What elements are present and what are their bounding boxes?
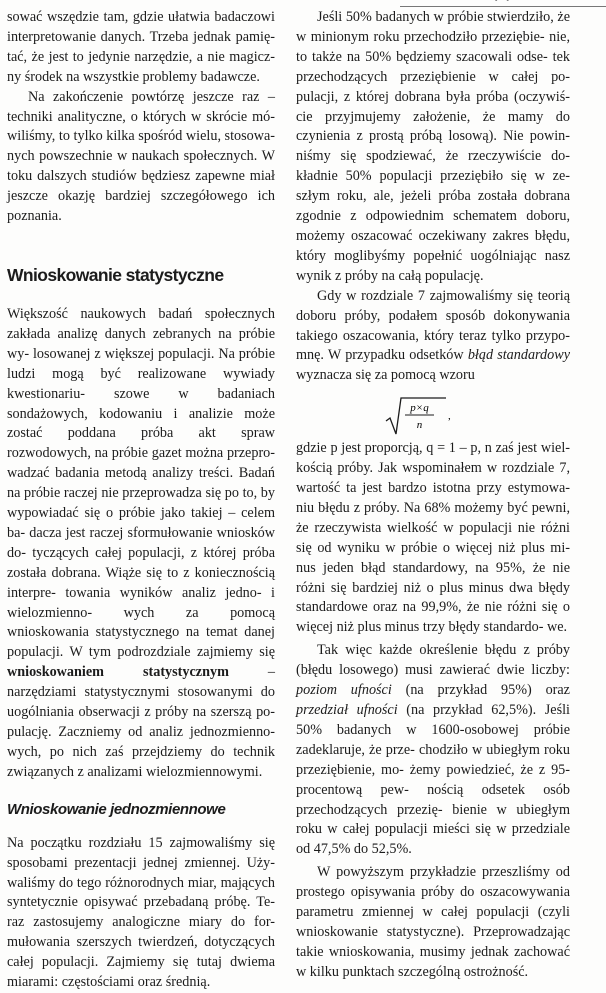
paragraph: sować wszędzie tam, gdzie ułatwia badaczowi interpretowanie danych. Trzeba jednak pamię- tać, że jest to jedynie narzędzie, a nie magicz- ny środek na wszystkie problemy badawcze. [7, 9, 275, 85]
key-term: wnioskowaniem statystycznym [7, 664, 229, 681]
key-term: przedział [296, 702, 349, 718]
paragraph: W powyższym przykładzie przeszliśmy od prostego opisywania próby do oszacowywania parametru zmiennej w całej populacji (czyli wnioskowanie statystyczne). Przeprowadzając takie wnioskowania, musimy jednak zachować w kilku punktach szczególną ostrożność. [296, 864, 570, 980]
paragraph: Jeśli 50% badanych w próbie stwierdziło, że w minionym roku przechodziło przeziębie- nie, to także na 50% będziemy szacowali odse- tek przechodzących przeziębienie w całej po- pulacji, z której dobrana była próba (oczywiś- cie przyjmujemy założenie, że mamy do czynienia z prostą próbą losową). Nie powin- niśmy się spodziewać, że rzeczywiście do- kładnie 50% populacji przeziębiło się w ze- szłym roku, ale, jeżeli próba została dobrana zgodnie z odpowiednim schematem doboru, możemy oszacować oczekiwany zakres błędu, który moglibyśmy popełnić uogólniając nasz wynik z próby na całą populację. [296, 9, 571, 284]
paragraph: Na zakończenie powtórzę jeszcze raz – techniki analityczne, o których w skrócie mó- wiliśmy, to tylko kilka spośród wielu, stosowa- nych powszechnie w naukach społecznych. W toku dalszych studiów będziesz zapewne miał jeszcze okazję bardziej szczegółowego ich poznania. [7, 88, 276, 225]
paragraph: Gdy w rozdziale 7 zajmowaliśmy się teorią doboru próby, podałem sposób dokonywania takiego oszacowania, który teraz tylko przypo- mnę. W przypadku odsetków błąd standardowy wyznacza się za pomocą wzoru [296, 287, 570, 384]
paragraph: Tak więc każde określenie błędu z próby (błędu losowego) musi zawierać dwie liczby: poziom ufności (na przykład 95%) oraz przedział ufności (na przykład 62,5%). Jeśli 50% badanych w 1600-osobowej próbie zadeklaruje, że prze- chodziło w ubiegłym roku przeziębienie, mo- żemy powiedzieć, że z 95-procentową pew- nością odsetek osób przechodzących przezię- bienie w ubiegłym roku w całej populacji mieści się w przedziale od 47,5% do 52,5%. [296, 642, 571, 858]
key-term: błąd standardowy [467, 347, 570, 364]
left-column [7, 8, 275, 993]
running-header [400, 0, 606, 7]
paragraph: Większość naukowych badań społecznych zakłada analizę danych zebranych na próbie wy- losowanej z większej populacji. Na próbie ludzi mogą być realizowane wywiady kwestionariu- szowe w badaniach sondażowych, kodowaniu i analizie może zostać poddana próba akt spraw rozwodowych, na próbie gazet można przepro- wadzać badania metodą analizy treści. Badań na próbie raczej nie przeprowadza się po to, by wypowiadać się o próbie jako takiej – celem ba- dacza jest raczej sformułowanie wniosków do- tyczących całej populacji, z której próba została dobrana. Wiąże się to z koniecznością interpre- towania wyników analiz jedno- i wielozmienno- wych za pomocą wnioskowania statystycznego na temat danej populacji. W tym podrozdziale zajmiemy się wnioskowaniem statystycznym – narzędziami statystycznymi stosowanymi do uogólniania obserwacji z próby na szerszą po- pulację. Zaczniemy od analiz jednozmienno- wych, po nich zaś przejdziemy do technik związanych z analizami wielozmiennowymi. [7, 305, 276, 780]
paragraph: gdzie p jest proporcją, q = 1 – p, n zaś jest wiel- kością próby. Jak wspominałem w rozdziale 7, wartość ta jest bardzo istotna przy estymowa- niu błędu z próby. Na 68% możemy być pewni, że rzeczywista wielkość w populacji nie różni się od wyniku w próbie o więcej niż plus mi- nus jeden błąd standardowy, na 95%, że nie różni się bardziej niż o plus minus dwa błędy standardowe oraz na 99,9%, że nie różni się o więcej niż plus minus trzy błędy standardo- we. [296, 440, 570, 636]
standard-error-formula [296, 389, 570, 437]
running-header-title [420, 0, 530, 1]
section-heading: Wnioskowanie statystyczne [7, 264, 224, 285]
subsection-heading: Wnioskowanie jednozmiennowe [7, 800, 226, 818]
formula-comma: , [448, 410, 451, 423]
key-term: poziom ufności [296, 682, 392, 699]
paragraph: Na początku rozdziału 15 zajmowaliśmy się sposobami prezentacji jednej zmiennej. Uży- waliśmy do tego różnorodnych miar, mających syntetycznie opisywać przebadaną próbę. Te- raz zastosujemy analogiczne miary do for- mułowania szerszych twierdzeń, dotyczących całej populacji. Zajmiemy się tutaj dwiema miarami: częstościami oraz średnią. [7, 834, 275, 991]
key-term: ufności [356, 702, 398, 718]
square-root-icon [384, 395, 454, 437]
formula-numerator: p×q [410, 402, 429, 415]
formula-denominator: n [416, 419, 423, 432]
right-column [296, 8, 570, 983]
